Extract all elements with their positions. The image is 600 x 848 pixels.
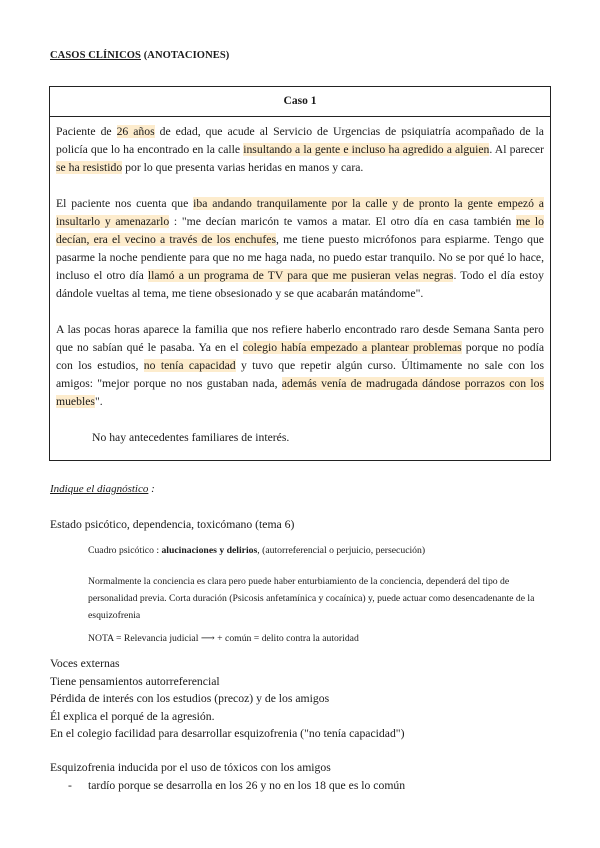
diagnosis-heading-text: Indique el diagnóstico (50, 483, 149, 495)
text-run: : "me decían maricón te vamos a matar. El otro día en casa también (169, 215, 516, 228)
highlighted-text: 26 años (116, 125, 155, 138)
list-item: En el colegio facilidad para desarrollar esquizofrenia ("no tenía capacidad") (50, 727, 405, 740)
text-run: porque no podía con los estudios, (56, 341, 545, 372)
text-run: de edad, que acude al Servicio de Urgencias de psiquiatría acompañado de la policía que lo ha encontrado en la calle (56, 125, 544, 156)
cuadro-suffix: , (autorreferencial o perjuicio, persecución) (257, 545, 426, 556)
diagnosis-heading-colon: : (148, 483, 155, 495)
text-run: . Al parecer (489, 143, 544, 156)
highlighted-text: se ha resistido (56, 161, 123, 174)
highlighted-text: no tenía capacidad (143, 359, 236, 372)
highlighted-text: iba andando tranquilamente por la calle y de pronto la gente empezó a insultarlo y amenazarlo (56, 197, 544, 228)
highlighted-text: además venía de madrugada dándose porrazos con los muebles (56, 377, 544, 408)
note-paragraph: Normalmente la conciencia es clara pero puede haber enturbiamiento de la conciencia, dependerá del tipo de personalidad previa. Corta duración (Psicosis anfetamínica y cocaínica) y, puede actuar como desencadenante de la esquizofrenia (88, 576, 535, 621)
list-item: Él explica el porqué de la agresión. (50, 709, 215, 723)
list-item: Voces externas (50, 657, 120, 670)
list-item: Tiene pensamientos autorreferencial (50, 674, 220, 688)
case-heading: Caso 1 (50, 87, 550, 117)
text-run: A las pocas horas aparece la familia que nos refiere haberlo encontrado raro desde Semana Santa pero que no sabían qué le pasaba. Ya en el (56, 323, 544, 354)
text-run: , me tiene puesto micrófonos para espiarme. Tengo que pasarme la noche pendiente para que no me haga nada, no puedo estar tranquilo. No se por qué lo hace, incluso el otro día (56, 233, 544, 282)
case-paragraph-2 (56, 195, 544, 303)
text-run: ". (94, 395, 103, 408)
case-paragraph-1 (56, 123, 544, 177)
text-run: . Todo el día estoy dándole vueltas al tema, me tiene obsesionado y se que acabarán matándome". (56, 269, 544, 300)
findings-list (50, 655, 404, 743)
highlighted-text: llamó a un programa de TV para que me pusieran velas negras (147, 269, 454, 282)
diagnosis-heading (50, 483, 155, 495)
cuadro-prefix: Cuadro psicótico : (88, 545, 162, 556)
list-item: Pérdida de interés con los estudios (precoz) y de los amigos (50, 692, 330, 705)
case-body (50, 117, 550, 447)
bullet-item (68, 779, 405, 792)
text-run: por lo que presenta varias heridas en manos y cara. (122, 161, 364, 174)
cuadro-bold: alucinaciones y delirios (161, 545, 258, 556)
text-run: y tuvo que repetir algún curso. Últimamente no sale con los amigos: "mejor porque no nos gustaban nada, (56, 359, 544, 390)
title-underlined: CASOS CLÍNICOS (50, 50, 141, 61)
highlighted-text: colegio había empezado a plantear problemas (242, 341, 462, 354)
case-paragraph-3 (56, 321, 544, 411)
nota-line: NOTA = Relevancia judicial ⟶ + común = delito contra la autoridad (88, 633, 359, 644)
esquizofrenia-line: Esquizofrenia inducida por el uso de tóxicos con los amigos (50, 761, 331, 774)
cuadro-psicotico (88, 542, 550, 559)
case-paragraph-4: No hay antecedentes familiares de interés. (92, 431, 290, 444)
bullet-text: tardío porque se desarrolla en los 26 y no en los 18 que es lo común (88, 779, 406, 792)
diagnosis-main: Estado psicótico, dependencia, toxicómano (tema 6) (50, 518, 295, 531)
highlighted-text: me lo decían, era el vecino a través de los enchufes (56, 215, 544, 246)
document-title (50, 50, 229, 61)
text-run: El paciente nos cuenta que (56, 197, 194, 210)
text-run: Paciente de (56, 125, 117, 138)
title-rest: (ANOTACIONES) (140, 50, 230, 61)
bullet-marker: - (68, 779, 72, 792)
highlighted-text: insultando a la gente e incluso ha agredido a alguien (243, 143, 490, 156)
case-box (49, 86, 551, 461)
